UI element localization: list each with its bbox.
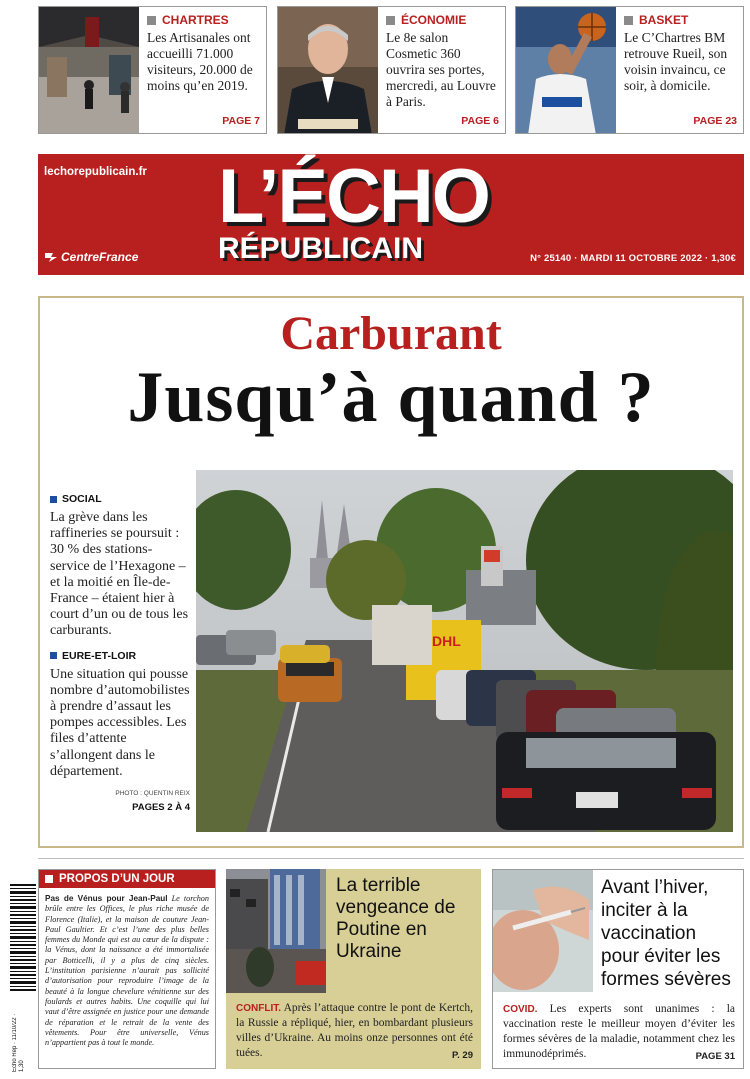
teaser-page[interactable]: PAGE 6 bbox=[461, 115, 499, 127]
website-url[interactable]: lechorepublicain.fr bbox=[44, 166, 147, 178]
teaser-category: CHARTRES bbox=[147, 13, 260, 27]
main-pages[interactable]: PAGES 2 À 4 bbox=[132, 802, 190, 814]
vaccination-story[interactable] bbox=[492, 869, 744, 1069]
barcode bbox=[10, 884, 36, 1074]
poutine-text: CONFLIT. Après l’attaque contre le pont de Kertch, la Russie a répliqué, hier, en bombardant plusieurs villes d’Ukraine. Au moins onze personnes ont été tuées. P. 29 bbox=[236, 1002, 473, 1061]
masthead bbox=[38, 154, 744, 275]
propos-body bbox=[39, 888, 215, 1054]
poutine-photo bbox=[226, 869, 326, 993]
teaser-basket[interactable] bbox=[515, 6, 744, 134]
vaccination-title: Avant l’hiver, inciter à la vaccination pour éviter les formes sévères bbox=[601, 877, 731, 990]
propos-header: PROPOS D’UN JOUR bbox=[39, 870, 215, 888]
main-kicker: Carburant bbox=[280, 307, 502, 360]
teaser-text: Le C’Chartres BM retrouve Rueil, son voisin invaincu, ce soir, à domicile. bbox=[624, 30, 728, 93]
vaccination-text: COVID. Les experts sont unanimes : la vaccination reste le meilleur moyen d’éviter les formes sévères de la maladie, notamment chez les immunodéprimés. PAGE 31 bbox=[503, 1003, 735, 1062]
teaser-category: ÉCONOMIE bbox=[386, 13, 499, 27]
issue-info: N° 25140 · MARDI 11 OCTOBRE 2022 · 1,30€ bbox=[530, 253, 736, 264]
publisher-logo bbox=[44, 250, 138, 264]
publisher-name: CentreFrance bbox=[61, 250, 139, 264]
vaccination-label: COVID. bbox=[503, 1004, 538, 1015]
section-text: Une situation qui pousse nombre d’automobilistes à prendre d’assaut les pompes accessibles. Les files d’attente s’allongent dans le département. bbox=[50, 666, 190, 779]
main-photo-traffic-queue bbox=[196, 470, 733, 832]
truck-logo: DHL bbox=[432, 633, 461, 649]
teaser-chartres[interactable] bbox=[38, 6, 267, 134]
centrefrance-icon bbox=[44, 251, 58, 263]
photo-credit: PHOTO : QUENTIN REIX bbox=[115, 790, 190, 798]
poutine-page[interactable]: P. 29 bbox=[452, 1050, 473, 1061]
teaser-category: BASKET bbox=[624, 13, 737, 27]
main-story[interactable] bbox=[38, 296, 744, 848]
main-headline: Jusqu’à quand ? bbox=[127, 357, 655, 437]
poutine-title: La terrible vengeance de Poutine en Ukraine bbox=[336, 875, 456, 962]
teaser-page[interactable]: PAGE 23 bbox=[693, 115, 737, 127]
propos-box[interactable] bbox=[38, 869, 216, 1069]
section-text: La grève dans les raffineries se poursuit : 30 % des stations-service de l’Hexagone – et la moitié en Île-de-France – étaient hier à court d’un ou de tous les carburants. bbox=[50, 510, 189, 639]
teaser-photo-basketball bbox=[516, 7, 616, 133]
propos-title: Pas de Vénus pour Jean-Paul bbox=[45, 894, 168, 903]
teaser-page[interactable]: PAGE 7 bbox=[222, 115, 260, 127]
teaser-text: Le 8e salon Cosmetic 360 ouvrira ses portes, mercredi, au Louvre à Paris. bbox=[386, 30, 496, 109]
masthead-title: L’ÉCHO bbox=[218, 154, 489, 239]
barcode-text: Echo Rep · 11/10/22 · 1,30 bbox=[12, 1013, 25, 1072]
teaser-photo-market bbox=[39, 7, 139, 133]
vaccination-page[interactable]: PAGE 31 bbox=[695, 1051, 735, 1062]
teaser-photo-portrait bbox=[278, 7, 378, 133]
section-label: EURE-ET-LOIR bbox=[50, 650, 190, 662]
bottom-separator bbox=[38, 858, 744, 859]
section-label: SOCIAL bbox=[50, 493, 190, 505]
propos-text: Le torchon brûle entre les Offices, le plus riche musée de Florence (Italie), et la maison de couture Jean-Paul Gaultier. Et c’est l’une des plus belles femmes du Monde qui est au cœur de la dispute : la Vénus, dont la naissance a été immortalisée par Botticelli, il y a plus de cinq siècles. L’institution parisienne n’aurait pas sollicité d’autorisation pour reproduire l’image de la beauté à la longue chevelure vénitienne sur des foulards et autres habits. Une coquille qui lui vaut d’être assignée en justice pour une demande de réparation et le retrait de la vente des vêtements. Pour être universelle, Vénus n’appartient pas à tout le monde. bbox=[45, 894, 209, 1048]
vaccination-photo bbox=[493, 870, 593, 992]
masthead-subtitle: RÉPUBLICAIN bbox=[218, 232, 424, 265]
teaser-economie[interactable] bbox=[277, 6, 506, 134]
main-sidebar bbox=[50, 493, 190, 813]
teaser-text: Les Artisanales ont accueilli 71.000 visiteurs, 20.000 de moins qu’en 2019. bbox=[147, 30, 253, 93]
poutine-story[interactable] bbox=[226, 869, 481, 1069]
poutine-label: CONFLIT. bbox=[236, 1003, 281, 1014]
